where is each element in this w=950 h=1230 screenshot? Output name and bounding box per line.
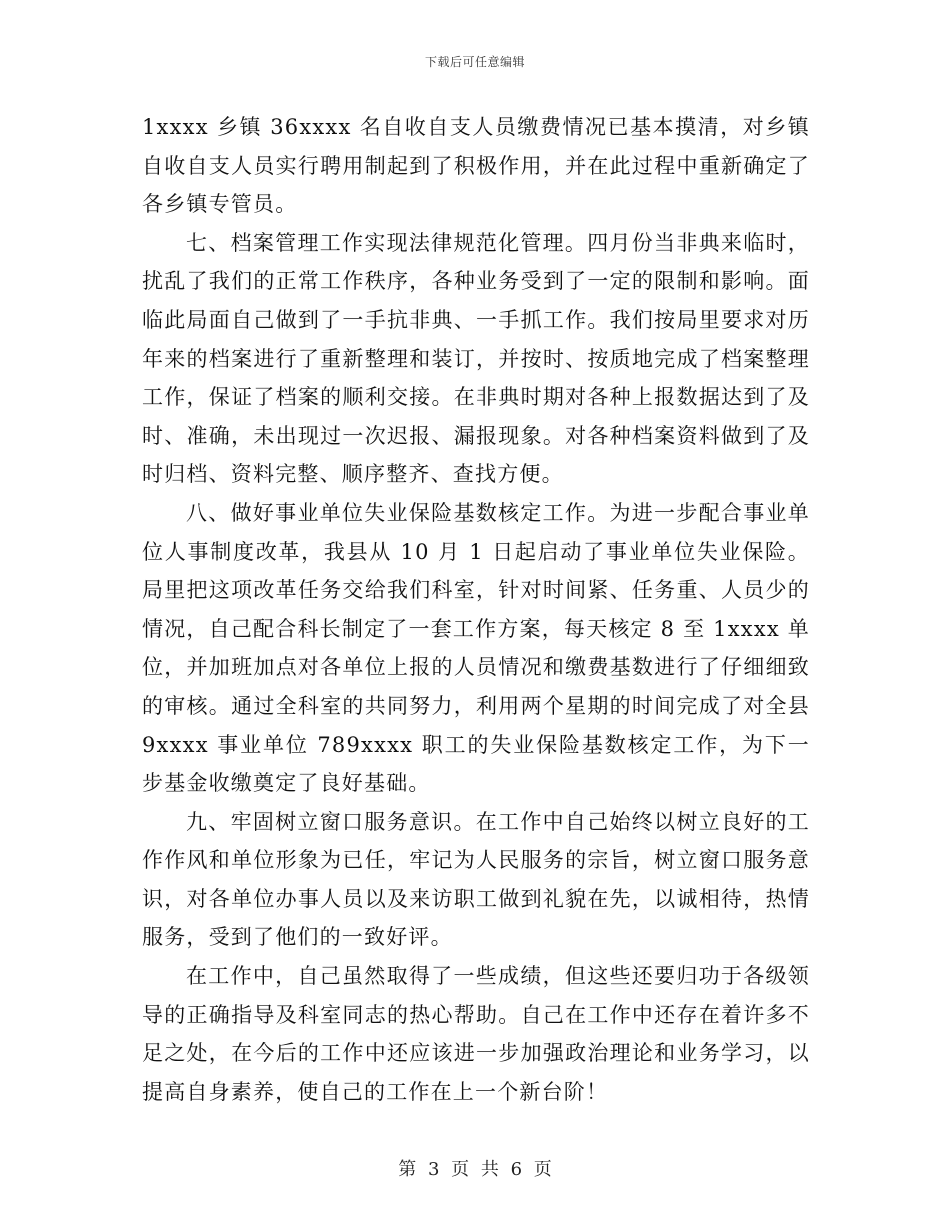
paragraph-continuation: 1xxxx 乡镇 36xxxx 名自收自支人员缴费情况已基本摸清，对乡镇自收自支人员实行聘用制起到了积极作用，并在此过程中重新确定了各乡镇专管员。 [142, 115, 810, 217]
document-body [142, 108, 810, 1111]
paragraph-conclusion: 在工作中，自己虽然取得了一些成绩，但这些还要归功于各级领导的正确指导及科室同志的热心帮助。自己在工作中还存在着许多不足之处，在今后的工作中还应该进一步加强政治理论和业务学习，以提高自身素养，使自己的工作在上一个新台阶！ [142, 964, 810, 1104]
page-number-footer: 第 3 页 共 6 页 [398, 1159, 552, 1180]
paragraph-archive-management: 七、档案管理工作实现法律规范化管理。四月份当非典来临时，扰乱了我们的正常工作秩序，各种业务受到了一定的限制和影响。面临此局面自己做到了一手抗非典、一手抓工作。我们按局里要求对历年来的档案进行了重新整理和装订，并按时、按质地完成了档案整理工作，保证了档案的顺利交接。在非典时期对各种上报数据达到了及时、准确，未出现过一次迟报、漏报现象。对各种档案资料做到了及时归档、资料完整、顺序整齐、查找方便。 [142, 230, 810, 487]
page-header: 下载后可任意编辑 [424, 55, 525, 69]
paragraph-window-service: 九、牢固树立窗口服务意识。在工作中自己始终以树立良好的工作作风和单位形象为已任，牢记为人民服务的宗旨，树立窗口服务意识，对各单位办事人员以及来访职工做到礼貌在先，以诚相待，热情服务，受到了他们的一致好评。 [142, 809, 810, 950]
paragraph-unemployment-insurance: 八、做好事业单位失业保险基数核定工作。为进一步配合事业单位人事制度改革，我县从 10 月 1 日起启动了事业单位失业保险。局里把这项改革任务交给我们科室，针对时间紧、任务重、人员少的情况，自己配合科长制定了一套工作方案，每天核定 8 至 1xxxx 单位，并加班加点对各单位上报的人员情况和缴费基数进行了仔细细致的审核。通过全科室的共同努力，利用两个星期的时间完成了对全县 9xxxx 事业单位 789xxxx 职工的失业保险基数核定工作，为下一步基金收缴奠定了良好基础。 [142, 500, 810, 796]
